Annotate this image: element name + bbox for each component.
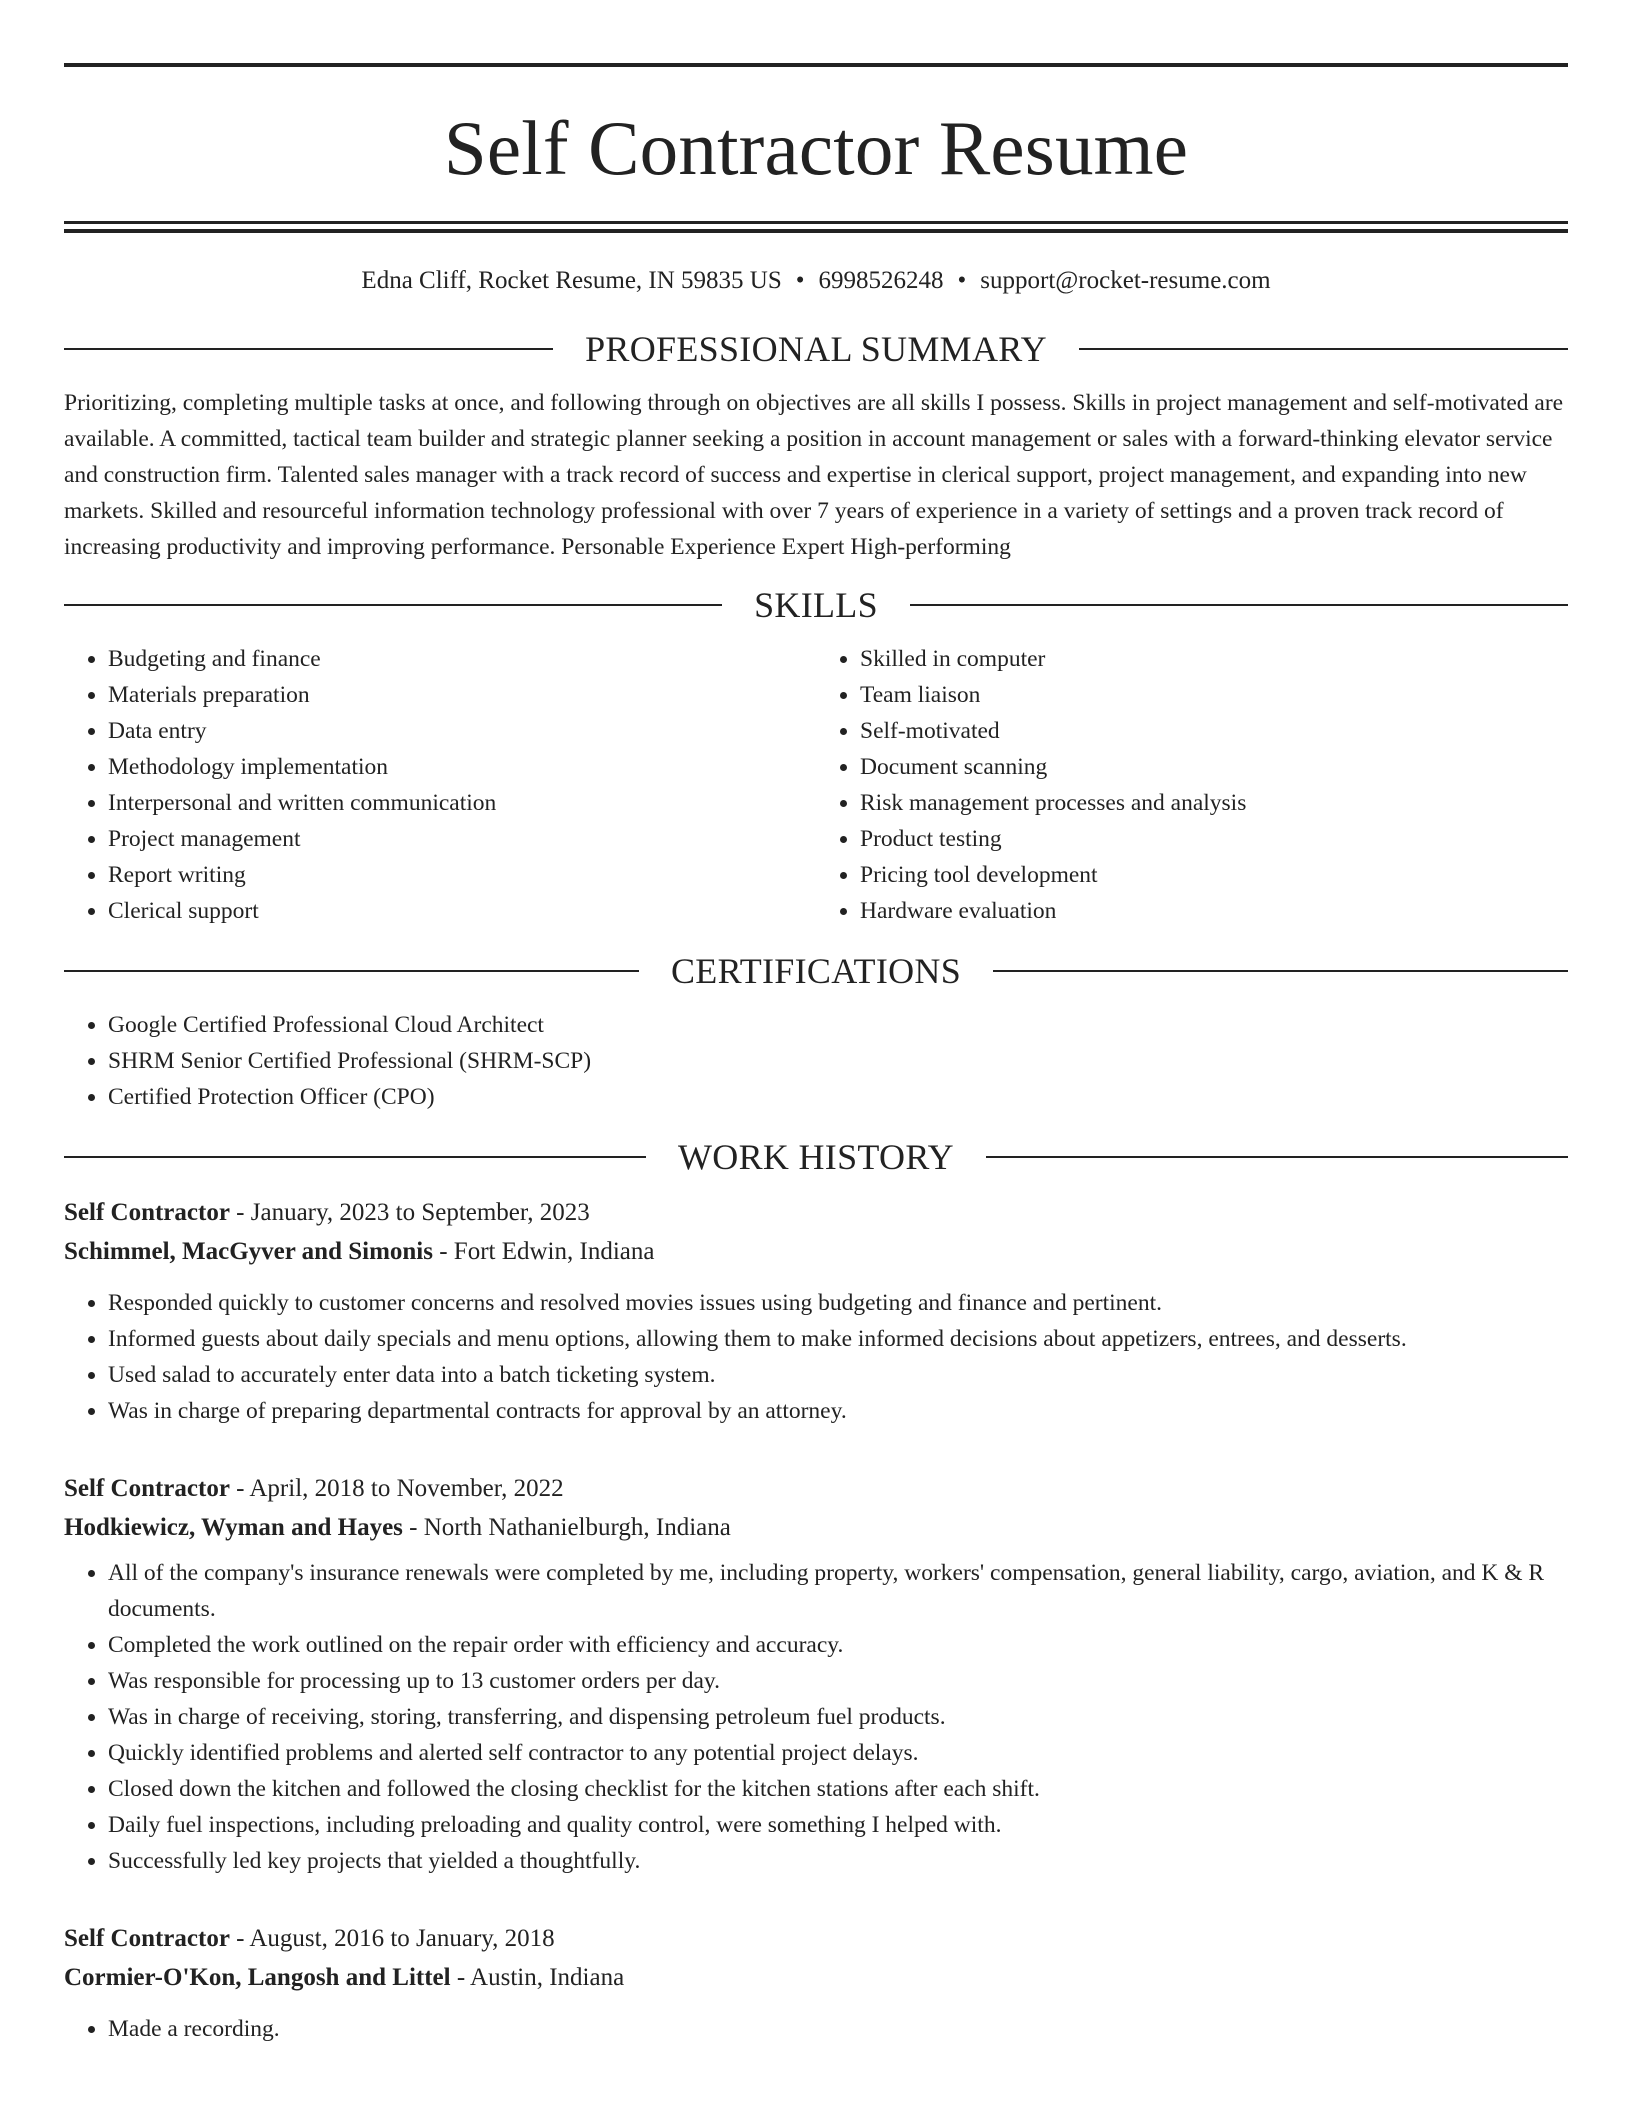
list-item: • Closed down the kitchen and followed the closing checklist for the kitchen stations after each shift. <box>108 1771 1568 1807</box>
summary-text: Prioritizing, completing multiple tasks at once, and following through on objectives are all skills I possess. Skills in project management and self-motivated are available. A committed, tactical team builder and strategic planner seeking a position in account management or sales with a forward-thinking elevator service and construction firm. Talented sales manager with a track record of success and expertise in clerical support, project management, and expanding into new markets. Skilled and resourceful information technology professional with over 7 years of experience in a variety of settings and a proven track record of increasing productivity and improving performance. Personable Experience Expert High-performing <box>64 390 1564 560</box>
list-item: • Skilled in computer <box>860 641 1568 677</box>
certifications-heading-text: CERTIFICATIONS <box>670 951 962 991</box>
list-item: • All of the company's insurance renewals were completed by me, including property, workers' compensation, general liability, cargo, aviation, and K & R documents. <box>108 1555 1568 1627</box>
list-item: • Self-motivated <box>860 713 1568 749</box>
list-item: • Google Certified Professional Cloud Architect <box>108 1007 1568 1043</box>
job-role: Self Contractor <box>64 1925 230 1952</box>
work-history-heading <box>64 1135 1568 1179</box>
heading-rule <box>910 604 1568 606</box>
contact-email: support@rocket-resume.com <box>980 267 1271 294</box>
list-item: • Was in charge of preparing departmental contracts for approval by an attorney. <box>108 1393 1568 1429</box>
heading-rule <box>64 1156 646 1158</box>
title-double-rule <box>64 221 1568 233</box>
list-item: • Materials preparation <box>108 677 816 713</box>
job-title-line <box>64 1193 1568 1232</box>
job-bullets <box>64 1555 1568 1879</box>
contact-phone: 6998526248 <box>818 267 944 294</box>
skills-heading-text: SKILLS <box>754 585 878 625</box>
heading-rule <box>1079 348 1568 350</box>
contact-separator: • <box>957 267 967 294</box>
skills-heading <box>64 583 1568 627</box>
skills-column-right <box>816 641 1568 929</box>
list-item: • Responded quickly to customer concerns and resolved movies issues using budgeting and finance and pertinent. <box>108 1285 1568 1321</box>
list-item: • Informed guests about daily specials and menu options, allowing them to make informed decisions about appetizers, entrees, and desserts. <box>108 1321 1568 1357</box>
job-location: - North Nathanielburgh, Indiana <box>402 1514 731 1541</box>
list-item: • Quickly identified problems and alerted self contractor to any potential project delays. <box>108 1735 1568 1771</box>
top-rule <box>64 63 1568 67</box>
job-bullets <box>64 2011 1568 2047</box>
job-company-line <box>64 1958 1568 1997</box>
contact-address: Edna Cliff, Rocket Resume, IN 59835 US <box>361 267 782 294</box>
list-item: • Budgeting and finance <box>108 641 816 677</box>
list-item: • Completed the work outlined on the repair order with efficiency and accuracy. <box>108 1627 1568 1663</box>
job-company: Schimmel, MacGyver and Simonis <box>64 1238 433 1265</box>
job-dates: - April, 2018 to November, 2022 <box>229 1475 564 1502</box>
list-item: • Risk management processes and analysis <box>860 785 1568 821</box>
job-title-line <box>64 1919 1568 1958</box>
job-title-line <box>64 1469 1568 1508</box>
list-item: • Certified Protection Officer (CPO) <box>108 1079 1568 1115</box>
list-item: • Hardware evaluation <box>860 893 1568 929</box>
job-company-line <box>64 1508 1568 1547</box>
summary-heading-text: PROFESSIONAL SUMMARY <box>585 329 1047 369</box>
contact-separator: • <box>795 267 805 294</box>
job-role: Self Contractor <box>64 1475 230 1502</box>
list-item: • Interpersonal and written communication <box>108 785 816 821</box>
work-history-heading-text: WORK HISTORY <box>678 1137 954 1177</box>
list-item: • Project management <box>108 821 816 857</box>
heading-rule <box>64 604 722 606</box>
list-item: • Was in charge of receiving, storing, transferring, and dispensing petroleum fuel products. <box>108 1699 1568 1735</box>
heading-rule <box>64 970 639 972</box>
contact-line <box>64 265 1568 297</box>
list-item: • Data entry <box>108 713 816 749</box>
certifications-heading <box>64 949 1568 993</box>
heading-rule <box>64 348 553 350</box>
page-title: Self Contractor Resume <box>443 105 1189 191</box>
job-bullets <box>64 1285 1568 1429</box>
job-company: Cormier-O'Kon, Langosh and Littel <box>64 1964 451 1991</box>
list-item: • Report writing <box>108 857 816 893</box>
job-entry <box>64 1469 1568 1879</box>
job-role: Self Contractor <box>64 1199 230 1226</box>
list-item: • Team liaison <box>860 677 1568 713</box>
summary-heading <box>64 327 1568 371</box>
list-item: • Clerical support <box>108 893 816 929</box>
job-location: - Fort Edwin, Indiana <box>432 1238 655 1265</box>
job-dates: - August, 2016 to January, 2018 <box>229 1925 555 1952</box>
job-company: Hodkiewicz, Wyman and Hayes <box>64 1514 403 1541</box>
heading-rule <box>986 1156 1568 1158</box>
job-entry <box>64 1193 1568 1429</box>
list-item: • Daily fuel inspections, including preloading and quality control, were something I helped with. <box>108 1807 1568 1843</box>
list-item: • Used salad to accurately enter data into a batch ticketing system. <box>108 1357 1568 1393</box>
heading-rule <box>993 970 1568 972</box>
skills-list <box>64 641 1568 929</box>
list-item: • Methodology implementation <box>108 749 816 785</box>
list-item: • Made a recording. <box>108 2011 1568 2047</box>
list-item: • Successfully led key projects that yielded a thoughtfully. <box>108 1843 1568 1879</box>
list-item: • Pricing tool development <box>860 857 1568 893</box>
job-dates: - January, 2023 to September, 2023 <box>229 1199 590 1226</box>
list-item: • Product testing <box>860 821 1568 857</box>
job-company-line <box>64 1232 1568 1271</box>
list-item: • Document scanning <box>860 749 1568 785</box>
job-entry <box>64 1919 1568 2047</box>
job-location: - Austin, Indiana <box>450 1964 625 1991</box>
skills-column-left <box>64 641 816 929</box>
list-item: • SHRM Senior Certified Professional (SHRM-SCP) <box>108 1043 1568 1079</box>
resume-page <box>64 0 1568 2047</box>
certifications-list <box>64 1007 1568 1115</box>
list-item: • Was responsible for processing up to 13 customer orders per day. <box>108 1663 1568 1699</box>
